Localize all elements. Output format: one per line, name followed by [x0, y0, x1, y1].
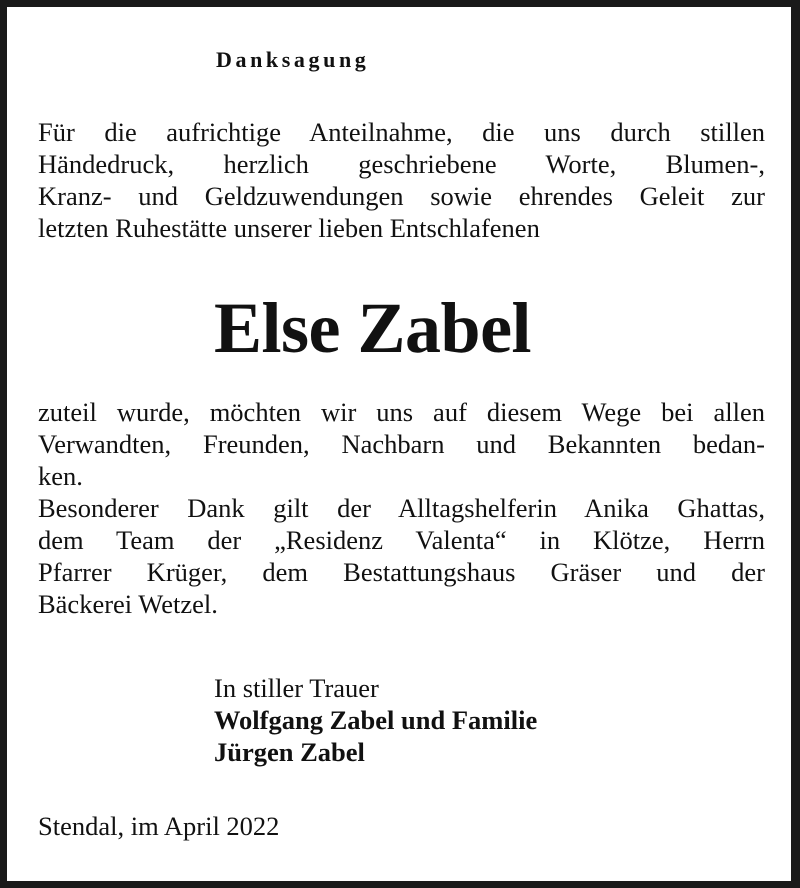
thanks-line: zuteil wurde, möchten wir uns auf diesem Wege bei allen	[38, 397, 765, 427]
intro-line: Kranz- und Geldzuwendungen sowie ehrendes Geleit zur	[38, 181, 765, 211]
thanks-line: dem Team der „Residenz Valenta“ in Klötze, Herrn	[38, 525, 765, 555]
thanks-line: Verwandten, Freunden, Nachbarn und Bekannten bedan-	[38, 429, 765, 459]
signatory: Wolfgang Zabel und Familie	[214, 705, 538, 735]
mourning-line: In stiller Trauer	[214, 673, 379, 703]
place-date: Stendal, im April 2022	[38, 811, 280, 841]
thanks-line: ken.	[38, 461, 83, 491]
notice-heading: Danksagung	[216, 47, 370, 72]
intro-line: letzten Ruhestätte unserer lieben Entschlafenen	[38, 213, 540, 243]
thanks-line: Pfarrer Krüger, dem Bestattungshaus Gräser und der	[38, 557, 765, 587]
thanks-line: Bäckerei Wetzel.	[38, 589, 218, 619]
deceased-name: Else Zabel	[214, 288, 532, 368]
signatory: Jürgen Zabel	[214, 737, 365, 767]
thanks-paragraph	[38, 396, 765, 620]
intro-line: Händedruck, herzlich geschriebene Worte, Blumen-,	[38, 149, 765, 179]
intro-paragraph	[38, 116, 765, 244]
intro-line: Für die aufrichtige Anteilnahme, die uns durch stillen	[38, 117, 765, 147]
thanks-line: Besonderer Dank gilt der Alltagshelferin Anika Ghattas,	[38, 493, 765, 523]
